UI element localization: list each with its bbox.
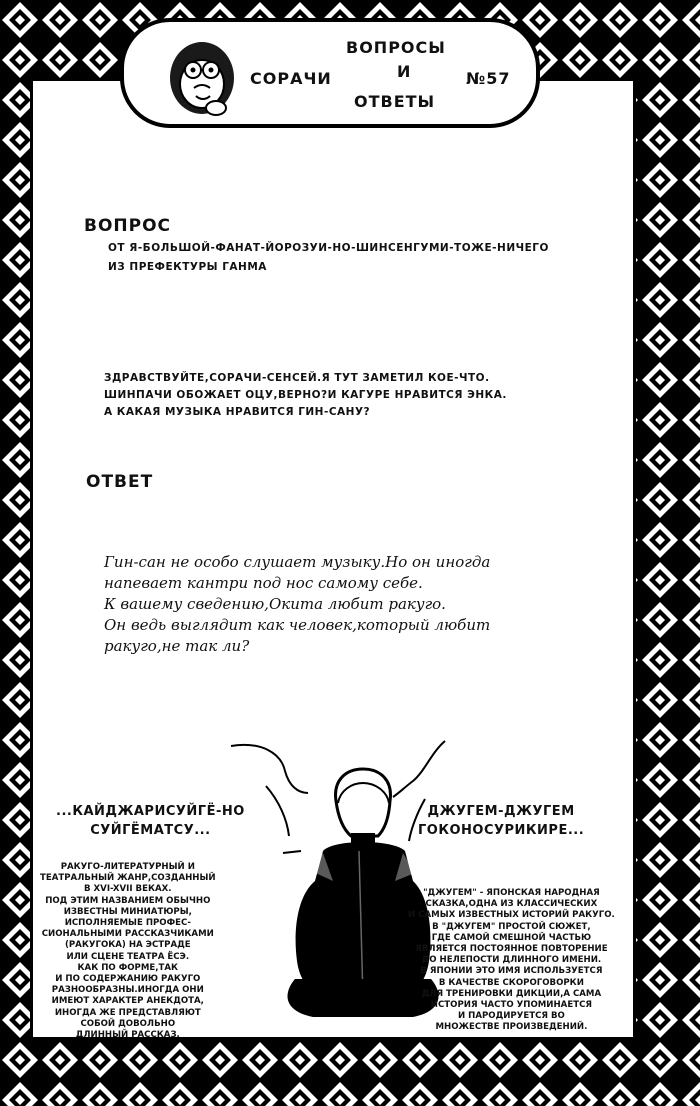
- question-from-line1: ОТ Я-БОЛЬШОЙ-ФАНАТ-ЙОРОЗУИ-НО-ШИНСЕНГУМИ-ТОЖЕ-НИЧЕГО: [108, 242, 549, 254]
- footnote-rakugo: РАКУГО-ЛИТЕРАТУРНЫЙ И ТЕАТРАЛЬНЫЙ ЖАНР,СОЗДАННЫЙ В XVI-XVII ВЕКАХ. ПОД ЭТИМ НАЗВАНИЕМ ОБЫЧНО ИЗВЕСТНЫ МИНИАТЮРЫ, ИСПОЛНЯЕМЫЕ ПРОФЕС- СИОНАЛЬНЫМИ РАССКАЗЧИКАМИ (РАКУГОКА) НА ЭСТРАДЕ ИЛИ СЦЕНЕ ТЕАТРА ЁСЭ. КАК ПО ФОРМЕ,ТАК И ПО СОДЕРЖАНИЮ РАКУГО РАЗНООБРАЗНЫ.ИНОГДА ОНИ ИМЕЮТ ХАРАКТЕР АНЕКДОТА, ИНОГДА ЖЕ ПРЕДСТАВЛЯЮТ СОБОЙ ДОВОЛЬНО ДЛИННЫЙ РАССКАЗ.: [40, 862, 216, 1041]
- header-title-line1: ВОПРОСЫ: [346, 38, 446, 57]
- question-from-line2: ИЗ ПРЕФЕКТУРЫ ГАНМА: [108, 261, 267, 273]
- question-text-line1: ЗДРАВСТВУЙТЕ,СОРАЧИ-СЕНСЕЙ.Я ТУТ ЗАМЕТИЛ КОЕ-ЧТО.: [104, 372, 490, 384]
- answer-text: Гин-сан не особо слушает музыку.Но он иногда напевает кантри под нос самому себе. К вашему сведению,Окита любит ракуго. Он ведь выглядит как человек,который любит ракуго,не так ли?: [104, 553, 491, 655]
- header-bubble: [120, 18, 540, 128]
- question-text-line3: А КАКАЯ МУЗЫКА НРАВИТСЯ ГИН-САНУ?: [104, 406, 371, 418]
- answer-heading: ОТВЕТ: [86, 472, 154, 492]
- header-title-line3: ОТВЕТЫ: [354, 92, 436, 111]
- sfx-left: ...КАЙДЖАРИСУЙГЁ-НО СУЙГЁМАТСУ...: [56, 804, 245, 838]
- gorilla-author-icon: [164, 26, 242, 122]
- sfx-right: ДЖУГЕМ-ДЖУГЕМ ГОКОНОСУРИКИРЕ...: [418, 804, 585, 838]
- question-text-line2: ШИНПАЧИ ОБОЖАЕТ ОЦУ,ВЕРНО?И КАГУРЕ НРАВИТСЯ ЭНКА.: [104, 389, 507, 401]
- footnote-jugem: "ДЖУГЕМ" - ЯПОНСКАЯ НАРОДНАЯ СКАЗКА,ОДНА ИЗ КЛАССИЧЕСКИХ И САМЫХ ИЗВЕСТНЫХ ИСТОРИЙ РАКУГО. В "ДЖУГЕМ" ПРОСТОЙ СЮЖЕТ, ГДЕ САМОЙ СМЕШНОЙ ЧАСТЬЮ ЯВЛЯЕТСЯ ПОСТОЯННОЕ ПОВТОРЕНИЕ ДО НЕЛЕПОСТИ ДЛИННОГО ИМЕНИ. В ЯПОНИИ ЭТО ИМЯ ИСПОЛЬЗУЕТСЯ В КАЧЕСТВЕ СКОРОГОВОРКИ ДЛЯ ТРЕНИРОВКИ ДИКЦИИ,А САМА ИСТОРИЯ ЧАСТО УПОМИНАЕТСЯ И ПАРОДИРУЕТСЯ ВО МНОЖЕСТВЕ ПРОИЗВЕДЕНИЙ.: [408, 888, 615, 1033]
- header-author: СОРАЧИ: [250, 69, 332, 88]
- header-number: №57: [466, 69, 511, 88]
- question-heading: ВОПРОС: [84, 216, 172, 236]
- header-title-line2: И: [397, 62, 412, 81]
